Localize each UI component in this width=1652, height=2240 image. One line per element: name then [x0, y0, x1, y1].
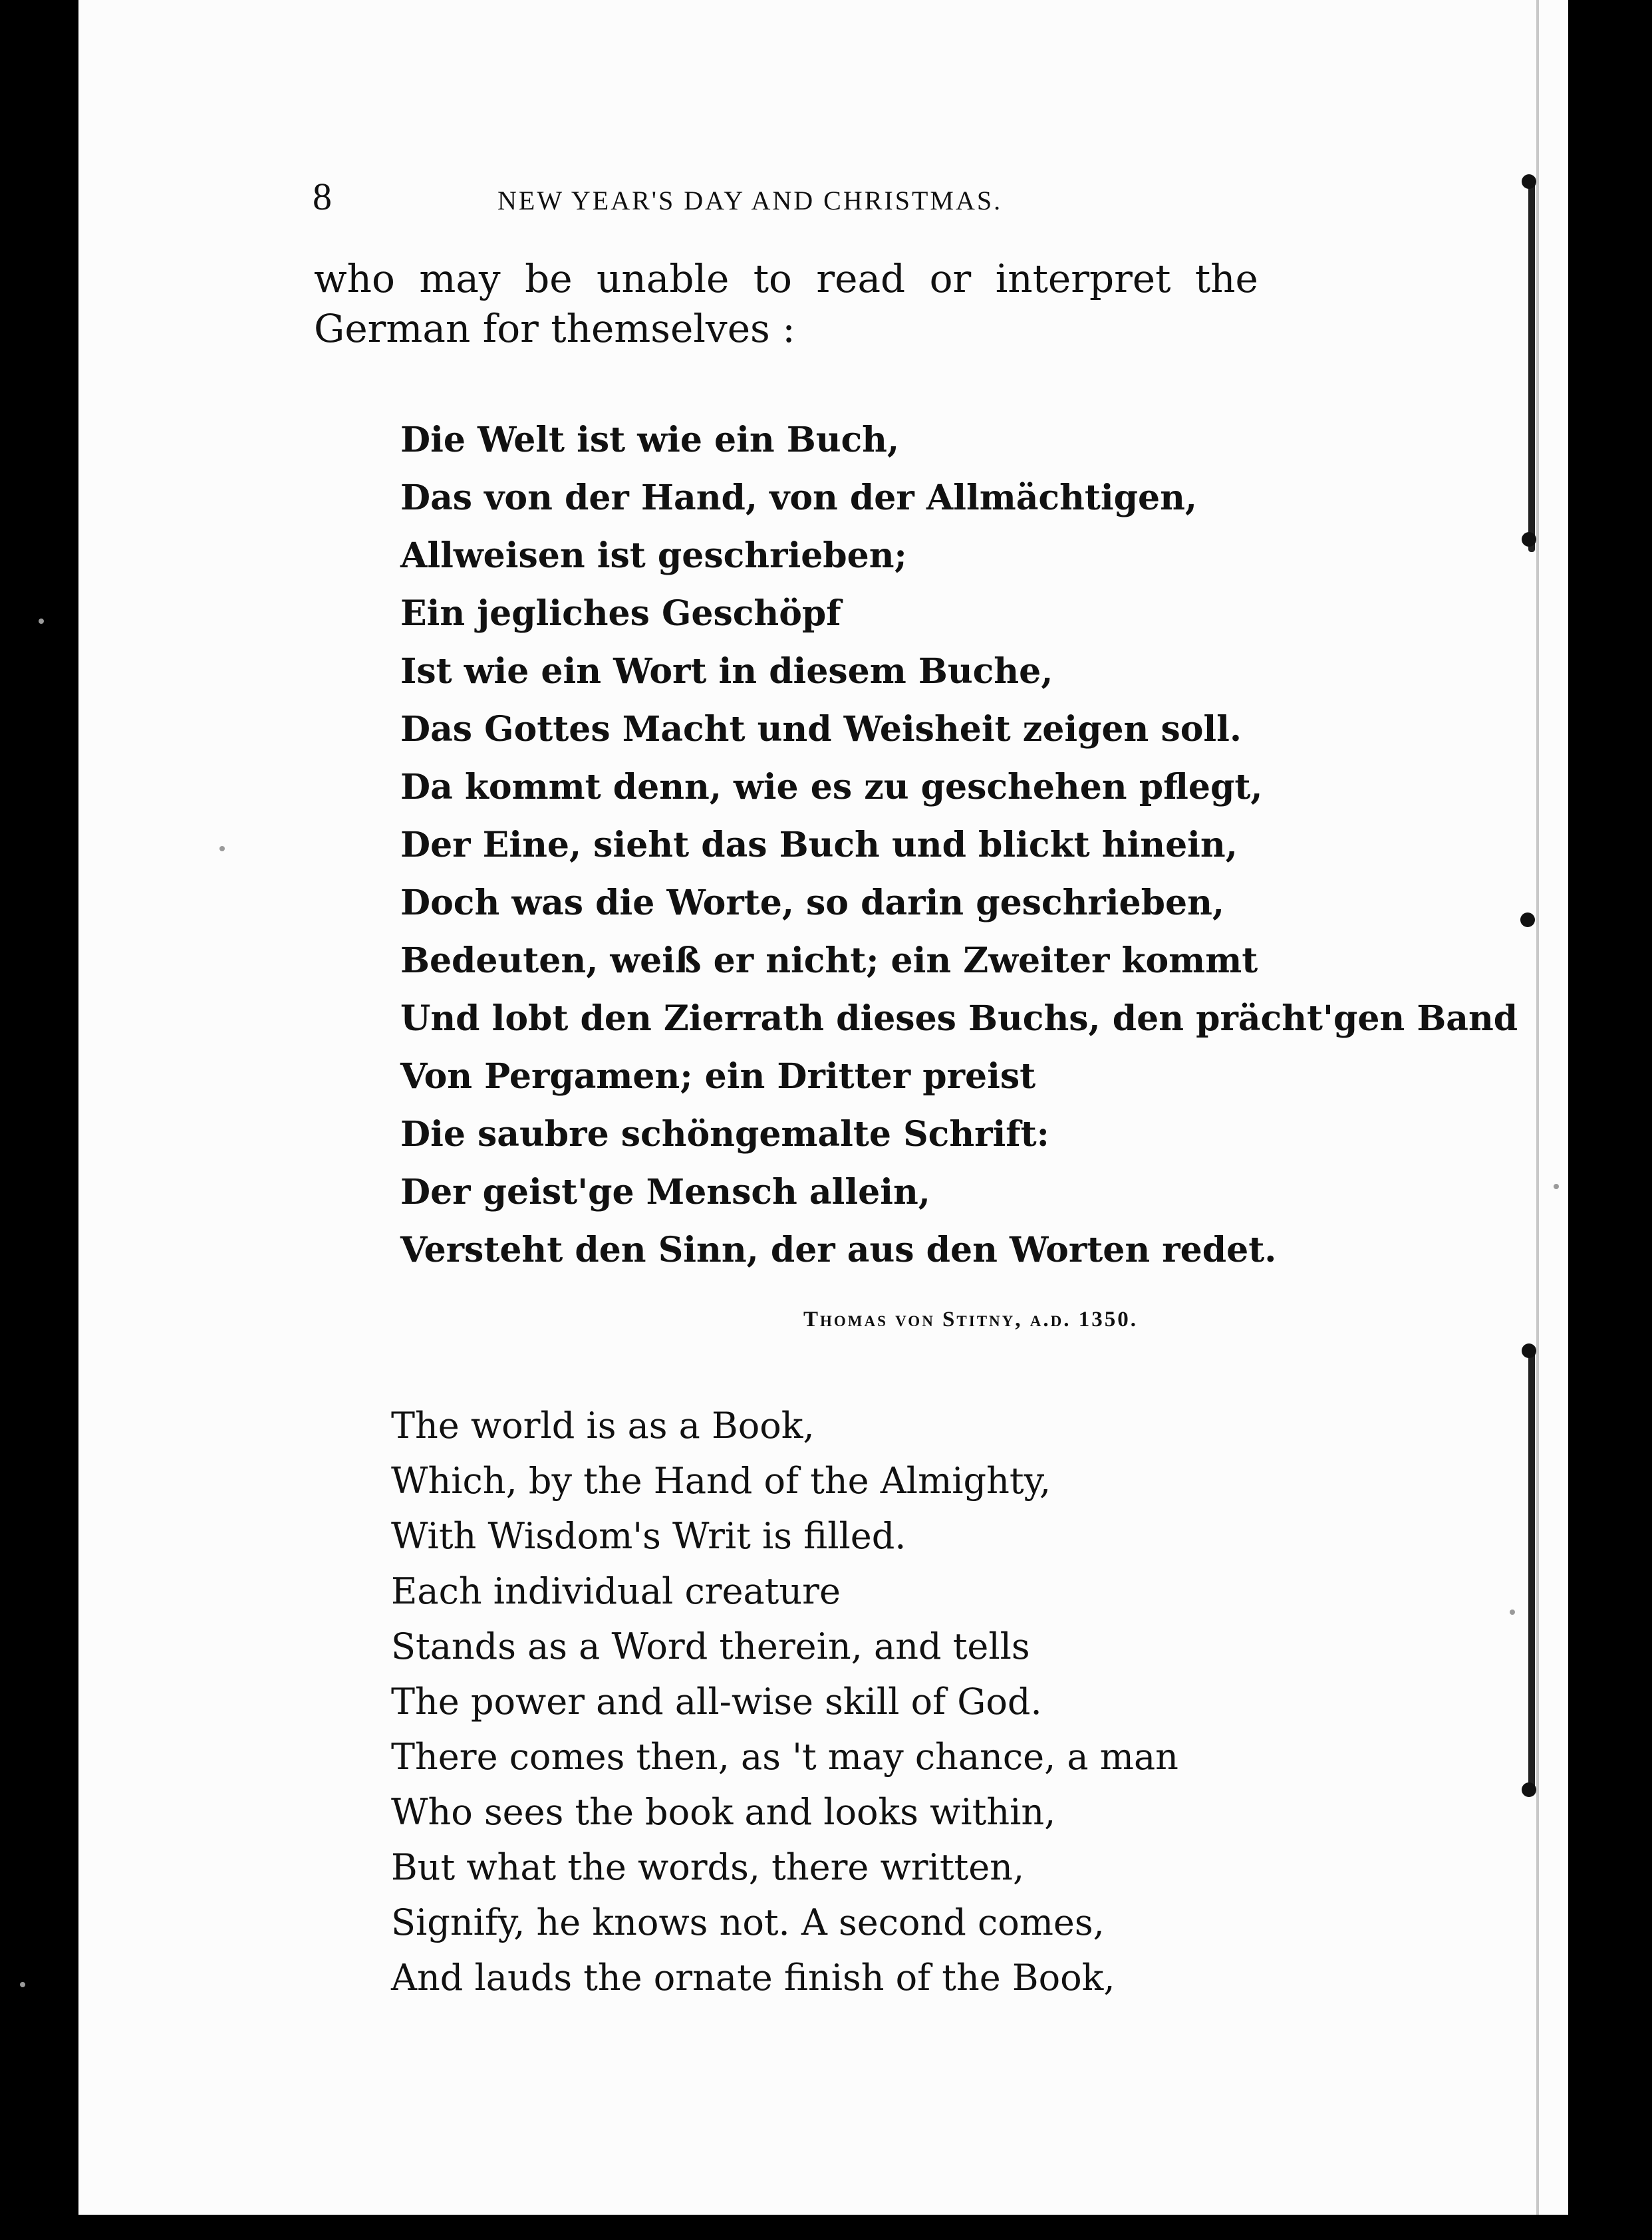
verse-line: Von Pergamen; ein Dritter preist [400, 1056, 1036, 1097]
running-head: NEW YEAR'S DAY AND CHRISTMAS. [497, 186, 1003, 215]
verse-line: With Wisdom's Writ is filled. [391, 1515, 906, 1557]
binding-knot [1522, 1343, 1536, 1358]
binding-thread [1528, 180, 1535, 552]
page-number: 8 [313, 175, 332, 218]
verse-line: Ein jegliches Geschöpf [400, 593, 841, 634]
german-verse [400, 411, 1518, 1279]
binding-knot [1522, 174, 1536, 189]
verse-line: But what the words, there written, [391, 1846, 1025, 1888]
dust-speck [20, 1982, 25, 1987]
verse-line: Das Gottes Macht und Weisheit zeigen soll. [400, 709, 1242, 750]
binding-knot [1520, 912, 1535, 927]
verse-line: The world is as a Book, [391, 1405, 815, 1447]
verse-line: And lauds the ornate finish of the Book, [391, 1957, 1115, 1999]
prose-line: German for themselves : [314, 306, 795, 351]
verse-line: Which, by the Hand of the Almighty, [391, 1460, 1051, 1502]
attribution: Thomas von Stitny, a.d. 1350. [803, 1308, 1138, 1331]
prose-line: who may be unable to read or interpret the [314, 256, 1258, 301]
verse-line: Die Welt ist wie ein Buch, [400, 420, 900, 460]
verse-line: Doch was die Worte, so darin geschrieben, [400, 883, 1224, 923]
verse-line: Da kommt denn, wie es zu geschehen pflegt, [400, 767, 1263, 807]
verse-line: Ist wie ein Wort in diesem Buche, [400, 651, 1053, 692]
verse-line: Der geist'ge Mensch allein, [400, 1172, 930, 1212]
verse-line: Stands as a Word therein, and tells [391, 1625, 1030, 1667]
dust-speck [1510, 1610, 1515, 1615]
verse-line: The power and all-wise skill of God. [391, 1681, 1042, 1723]
scan-border [0, 2215, 1652, 2240]
english-verse [391, 1398, 1178, 2005]
binding-knot [1522, 1782, 1536, 1797]
dust-speck [39, 619, 44, 624]
binding-thread [1528, 1350, 1535, 1796]
page-edge [1536, 0, 1539, 2215]
verse-line: Each individual creature [391, 1570, 841, 1612]
verse-line: Der Eine, sieht das Buch und blickt hinein, [400, 825, 1238, 865]
verse-line: Die saubre schöngemalte Schrift: [400, 1114, 1049, 1155]
verse-line: Bedeuten, weiß er nicht; ein Zweiter kommt [400, 940, 1258, 981]
verse-line: There comes then, as 't may chance, a man [391, 1736, 1178, 1778]
verse-line: Versteht den Sinn, der aus den Worten redet. [400, 1230, 1277, 1270]
dust-speck [1554, 1184, 1559, 1189]
verse-line: Who sees the book and looks within, [391, 1791, 1056, 1833]
verse-line: Und lobt den Zierrath dieses Buchs, den prächt'gen Band [400, 998, 1518, 1039]
dust-speck [219, 846, 225, 851]
binding-knot [1522, 532, 1536, 547]
verse-line: Allweisen ist geschrieben; [400, 535, 907, 576]
verse-line: Signify, he knows not. A second comes, [391, 1901, 1105, 1943]
verse-line: Das von der Hand, von der Allmächtigen, [400, 478, 1198, 518]
